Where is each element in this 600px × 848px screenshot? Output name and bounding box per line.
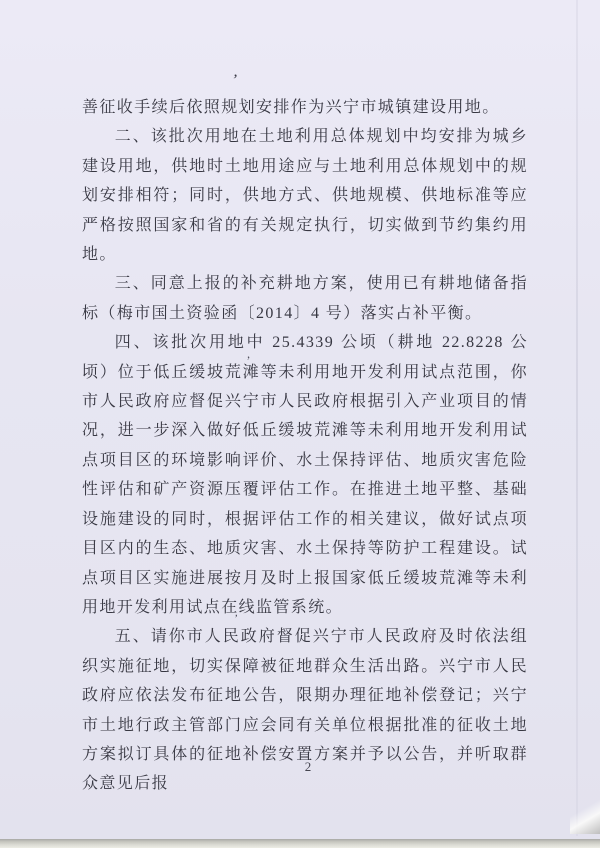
paragraph-item-5: 五、请你市人民政府督促兴宁市人民政府及时依法组织实施征地，切实保障被征地群众生活出路。兴宁市人民政府应依法发布征地公告，限期办理征地补偿登记；兴宁市土地行政主管部门应会同有关单位根据批准的征收土地方案拟订具体的征地补偿安置方案并予以公告，并听取群众意见后报 xyxy=(82,628,528,793)
document-body-text xyxy=(82,93,528,799)
scanner-bed-edge xyxy=(0,839,600,848)
paper-corner-curl xyxy=(570,798,600,834)
paper-crease-line xyxy=(576,0,578,836)
paragraph-item-4: 四、该批次用地中 25.4339 公顷（耕地 22.8228 公顷）位于低丘缓坡荒滩等未利用地开发利用试点范围，你市人民政府应督促兴宁市人民政府根据引入产业项目的情况，进一步深入做好低丘缓坡荒滩等未利用地开发利用试点项目区的环境影响评价、水土保持评估、地质灾害危险性评估和矿产资源压覆评估工作。在推进土地平整、基础设施建设的同时，根据评估工作的相关建议，做好试点项目区内的生态、地质灾害、水土保持等防护工程建设。试点项目区实施进展按月及时上报国家低丘缓坡荒滩等未利用地开发利用试点在线监管系统。 xyxy=(82,334,528,616)
page-number: 2 xyxy=(304,759,312,774)
stray-ink-mark: ’ xyxy=(230,71,239,90)
paragraph-item-3: 三、同意上报的补充耕地方案，使用已有耕地储备指标（梅市国土资验函〔2014〕4 号）落实占补平衡。 xyxy=(82,275,528,322)
stray-ink-mark: ， xyxy=(246,348,259,362)
stray-ink-mark: ’ xyxy=(233,612,239,626)
paragraph-continuation: 善征收手续后依照规划安排作为兴宁市城镇建设用地。 xyxy=(82,99,500,116)
paragraph-item-2: 二、该批次用地在土地利用总体规划中均安排为城乡建设用地，供地时土地用途应与土地利用总体规划中的规划安排相符；同时，供地方式、供地规模、供地标准等应严格按照国家和省的有关规定执行，切实做到节约集约用地。 xyxy=(82,128,528,264)
